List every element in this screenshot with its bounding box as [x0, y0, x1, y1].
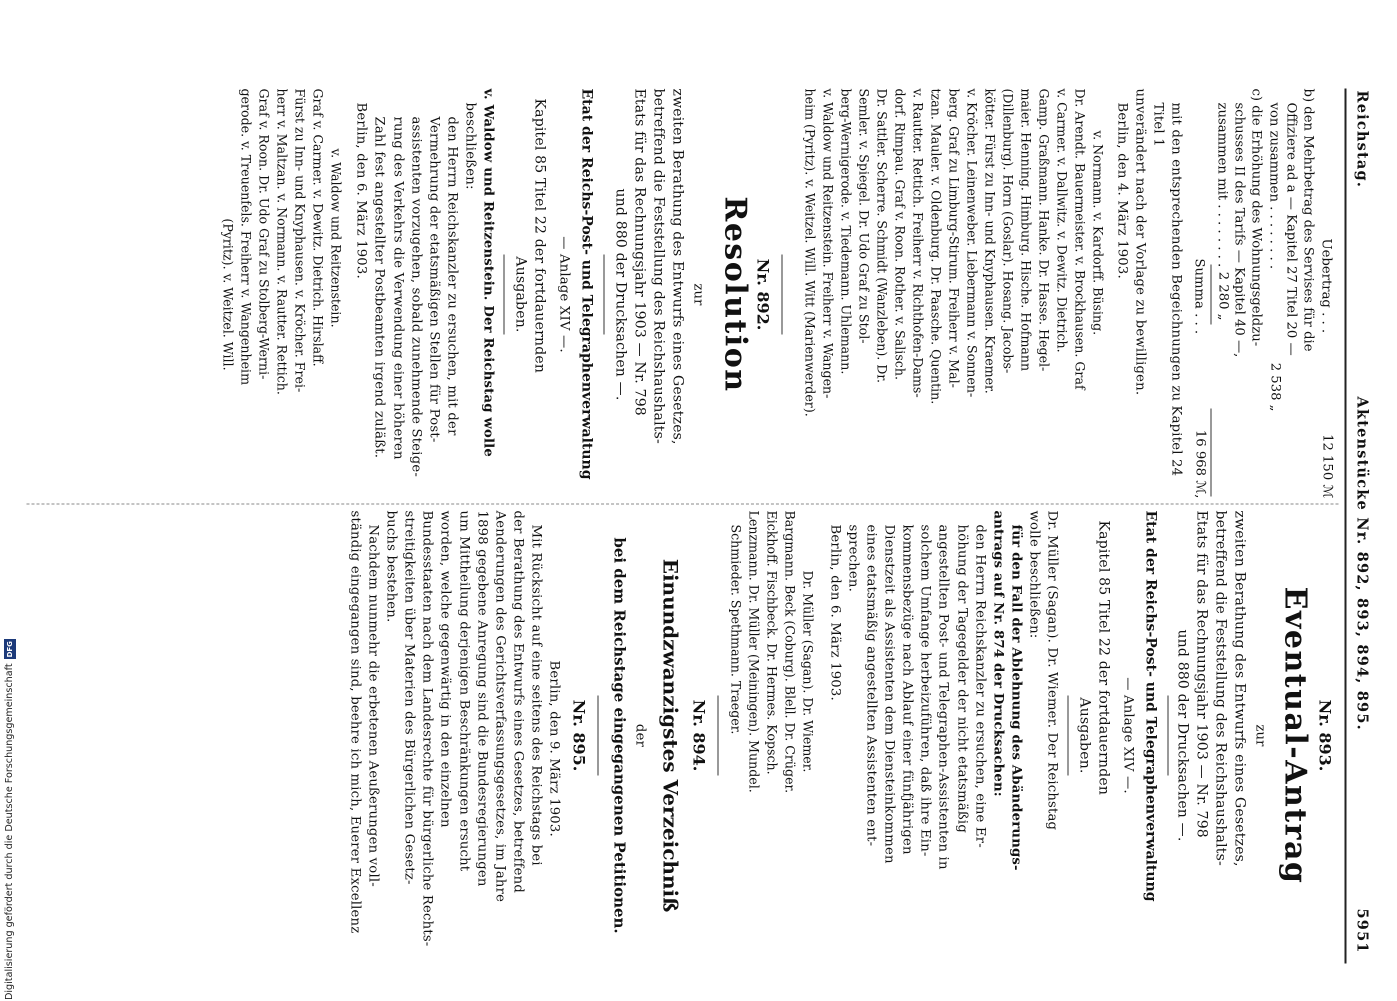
date-line: Berlin, den 6. März 1903.: [353, 102, 369, 279]
signer-line: Gamp. Graßmann. Hanke. Dr. Hasse. Hegel-: [1036, 88, 1052, 372]
zur-label: zur: [1252, 724, 1268, 747]
section-rule: [604, 255, 605, 335]
sum-rule: [1211, 409, 1212, 497]
text-line: Dienstzeit als Assistenten dem Diensteinkommen: [881, 524, 897, 864]
page-number: 5951: [1353, 908, 1371, 954]
text-line: angestellten Post- und Telegraphen-Assistenten in: [935, 524, 951, 870]
anlage-label: — Anlage XIV —.: [556, 236, 572, 353]
text-line: Vermehrung der etatsmäßigen Stellen für Post-: [426, 116, 442, 443]
doc-number-893: Nr. 893.: [1315, 699, 1335, 772]
kapitel-label: [1075, 511, 1113, 961]
section-rule: [1068, 696, 1069, 776]
text-line: Kapitel 85 Titel 22 der fortdauernden: [1095, 520, 1112, 796]
table-label: c) die Erhöhung des Wohnungsgeldzu-: [1248, 88, 1264, 347]
text-line: 1898 gegebene Anregung sind die Bundesregierungen: [474, 510, 490, 887]
text-line: den Herrn Reichskanzler zu ersuchen, mit der: [444, 116, 460, 436]
signer-line: Schmieder. Spethmann. Traeger.: [728, 524, 744, 735]
petitions-title: bei dem Reichstage eingegangenen Petitionen.: [610, 537, 629, 934]
text-line: Zahl fest angestellter Postbeamten irgend zuläßt.: [371, 116, 387, 459]
text-line: den Herrn Reichskanzler zu ersuchen, eine Er-: [972, 524, 988, 848]
motion-893: [825, 511, 1060, 961]
header-left: Reichstag.: [1353, 90, 1371, 189]
text-line: antrags auf Nr. 874 der Drucksachen:: [990, 510, 1006, 797]
digitization-note-text: [0, 608, 22, 1000]
doc-number-892: Nr. 892.: [753, 258, 773, 331]
section-rule: [782, 255, 783, 335]
table-amount: 2 538 „: [1267, 362, 1283, 412]
signer-line: Dr. Sattler. Scherre. Schmidt (Wanzleben). Dr.: [874, 88, 890, 384]
section-rule: [718, 696, 719, 776]
signer-line: Dr. Müller (Sagan). Dr. Wiemer.: [800, 570, 816, 773]
signer-line: v. Rautter. Rettich. Freiherr v. Richthofen-Dams-: [910, 88, 926, 398]
table-label: Uebertrag . . .: [1318, 238, 1334, 334]
date-line: Berlin, den 9. März 1903.: [546, 660, 562, 837]
text-line: worden, welche gegenwärtig in den einzelnen: [437, 510, 453, 828]
table-amount: 2 280 „: [1215, 271, 1231, 321]
table-label: schusses II des Tarifs — Kapitel 40 —,: [1231, 102, 1247, 358]
newspaper-page: [0, 1, 1397, 1001]
header-rule: [1345, 89, 1347, 964]
text-line: höhung der Tagegelder der nicht etatsmäßig: [954, 524, 970, 833]
signer-line: heim (Pyritz). v. Weitzel. Will. Witt (Marienwerder).: [802, 88, 818, 417]
signers-list-893: [727, 511, 817, 961]
signer-line: Eickhoff. Fischbeck. Dr. Hermes. Kopsch.: [764, 510, 780, 775]
verzeichnis-title: Einundzwanzigstes Verzeichniß: [658, 558, 683, 913]
eventual-intro: [1173, 511, 1249, 961]
anlage-label: — Anlage XIV —.: [1120, 677, 1136, 794]
text-line: unverändert nach der Vorlage zu bewilligen.: [1132, 88, 1148, 396]
signer-line: (Dillenburg). Horn (Goslar). Hosang. Jacobs-: [1000, 88, 1016, 374]
text-line: und 880 der Drucksachen —.: [612, 188, 629, 401]
text-line: der Berathung des Entwurfs eines Gesetzes, betreffend: [510, 510, 526, 894]
dfg-logo: DFG: [6, 641, 14, 658]
doc-number-894: Nr. 894.: [689, 699, 709, 772]
signer-line: Fürst zu Inn- und Knyphausen. v. Kröcher. Frei-: [292, 88, 308, 393]
text-line: sprechen.: [845, 524, 861, 592]
digitization-note: [0, 608, 22, 1000]
table-amount: 12 150 ℳ: [1319, 434, 1335, 499]
signer-line: Graf v. Roon. Dr. Udo Graf zu Stolberg-Werni-: [256, 88, 272, 380]
text-line: Mit Rücksicht auf eine seitens des Reichstags bei: [528, 524, 544, 866]
signers-list-2: [219, 89, 345, 501]
text-line: Etats für das Rechnungsjahr 1903 — Nr. 798: [1193, 510, 1210, 838]
text-line: für den Fall der Ablehnung des Abänderungs-: [1008, 524, 1024, 871]
signer-line: Dr. Arendt. Bauermeister. v. Brockhausen. Graf: [1072, 88, 1088, 390]
signer-line: (Pyritz). v. Weitzel. Will.: [220, 218, 236, 371]
table-amount: 16 968 ℳ,: [1192, 429, 1208, 499]
text-line: mit den entsprechenden Begeichnungen zu Kapitel 24: [1168, 102, 1184, 477]
paragraph-1: [1112, 89, 1184, 501]
text-line: streitigkeiten über Materien des Bürgerlichen Gesetz-: [401, 510, 417, 885]
text-line: zweiten Berathung des Entwurfs eines Gesetzes,: [669, 88, 686, 445]
text-line: rung des Verkehrs die Verwendung einer höheren: [390, 116, 406, 460]
signer-line: maier. Henning. Himburg. Hische. Hofmann: [1018, 88, 1034, 372]
signer-line: v. Carmer. v. Dallwitz. v. Dewitz. Dietrich.: [1054, 88, 1070, 353]
zur-label: zur: [690, 283, 706, 306]
signer-line: v. Normann. v. Kardorff. Büsing.: [1090, 130, 1106, 336]
der-label: der: [632, 723, 648, 748]
eventual-title: Eventual-Antrag: [1277, 586, 1313, 885]
text-line: eines etatsmäßig angestellten Assistenten ent-: [863, 524, 879, 847]
signers-list-1: [801, 89, 1107, 501]
column-divider: [27, 504, 1339, 505]
amount-table: [1175, 89, 1335, 501]
text-line: Titel 1: [1150, 102, 1166, 147]
signer-line: Bargmann. Beck (Coburg). Blell. Dr. Crüger.: [782, 510, 798, 794]
signer-line: Graf v. Carmer. v. Dewitz. Dietrich. Hirslaff.: [310, 88, 326, 367]
kapitel-label: [511, 89, 549, 501]
section-rule: [598, 696, 599, 776]
text-line: Dr. Müller (Sagan). Dr. Wiemer. Der Reichstag: [1044, 510, 1060, 831]
text-line: Kapitel 85 Titel 22 der fortdauernden: [531, 98, 548, 374]
letter-895: [345, 511, 562, 961]
table-label: Offiziere ad a — Kapitel 27 Titel 20 —: [1283, 102, 1299, 356]
signer-line: kötter. Fürst zu Inn- und Knyphausen. Kraemer.: [982, 88, 998, 394]
table-label: von zusammen . . . . . . . .: [1266, 102, 1282, 270]
header-center: Aktenstücke Nr. 892, 893, 894, 895.: [1353, 396, 1371, 731]
signer-line: berg-Wernigerode. v. Tiedemann. Uhlemann.: [838, 88, 854, 375]
signer-line: herr v. Maltzan. v. Normann. v. Rautter. Rettich.: [274, 88, 290, 395]
text-line: Ausgaben.: [1076, 697, 1093, 774]
table-label: Summa . . .: [1191, 258, 1207, 335]
signer-line: Lenzmann. Dr. Müller (Meiningen). Mundel.: [746, 510, 762, 793]
resolution-title: Resolution: [717, 196, 753, 393]
text-line: zweiten Berathung des Entwurfs eines Gesetzes,: [1231, 510, 1248, 867]
resolution-intro: [611, 89, 687, 501]
signer-line: v. Waldow und Reitzenstein. Freiherr v. Wangen-: [820, 88, 836, 399]
text-line: Etats für das Rechnungsjahr 1903 — Nr. 798: [631, 88, 648, 416]
section-rule: [1168, 696, 1169, 776]
text-line: beschließen:: [462, 102, 478, 190]
text-line: Bundesstaaten nach dem Landesrechte für bürgerliche Rechts-: [419, 510, 435, 947]
text-line: Aenderungen des Gerichtsverfassungsgesetzes, im Jahre: [492, 510, 508, 903]
text-line: um Mittheilung derjenigen Beschränkungen ersucht: [456, 510, 472, 872]
table-label: b) den Mehrbetrag des Servises für die: [1300, 88, 1316, 352]
text-line: Nachdem nunmehr die erbetenen Aeußerungen voll-: [365, 524, 381, 887]
signer-line: v. Kröcher. Leinenweber. Liebermann v. Sonnen-: [964, 88, 980, 398]
text-line: kommensbezüge nach Ablauf einer fünfjährigen: [899, 524, 915, 855]
signer-line: tzan. Mauler. v. Oldenburg. Dr. Paasche. Quentin.: [928, 88, 944, 405]
text-line: assistenten vorzugehen, sobald zunehmende Steige-: [408, 116, 424, 478]
text-line: betreffend die Feststellung des Reichshaushalts-: [650, 88, 667, 444]
text-line: betreffend die Feststellung des Reichshaushalts-: [1212, 510, 1229, 866]
signer-line: v. Waldow und Reitzenstein.: [328, 148, 344, 328]
date-line: Berlin, den 6. März 1903.: [827, 524, 843, 701]
table-label: zusammen mit . . . . . . . .: [1214, 102, 1230, 268]
text-line: solchem Umfange herbeizuführen, daß ihre Ein-: [917, 524, 933, 857]
text-line: buchs bestehen.: [383, 510, 399, 623]
signer-line: Semler. v. Spiegel. Dr. Udo Graf zu Stol-: [856, 88, 872, 344]
signer-line: dorf. Rimpau. Graf v. Roon. Rother. v. Salisch.: [892, 88, 908, 380]
signer-line: berg. Graf zu Limburg-Stirum. Freiherr v. Mal-: [946, 88, 962, 388]
signer-line: gerode. v. Treuenfels. Freiherr v. Wangenheim: [238, 88, 254, 386]
text-line: ständig eingegangen sind, beehre ich mich, Euerer Excellenz: [347, 510, 363, 934]
text-line: wolle beschließen:: [1026, 510, 1042, 639]
text-line: Ausgaben.: [512, 256, 529, 333]
etat-heading: Etat der Reichs-Post- und Telegraphenverwaltung: [1142, 510, 1159, 902]
motion-892: [352, 89, 497, 501]
date-line: Berlin, den 4. März 1903.: [1114, 102, 1130, 279]
section-rule: [504, 255, 505, 335]
etat-heading: Etat der Reichs-Post- und Telegraphenverwaltung: [578, 88, 595, 480]
text-line: und 880 der Drucksachen —.: [1174, 629, 1191, 842]
funding-text: Digitalisierung gefördert durch die Deutsche Forschungsgemeinschaft: [4, 663, 15, 1000]
text-line: v. Waldow und Reitzenstein. Der Reichstag wolle: [480, 88, 496, 457]
sum-rule: [1211, 265, 1212, 325]
doc-number-895: Nr. 895.: [569, 699, 589, 772]
